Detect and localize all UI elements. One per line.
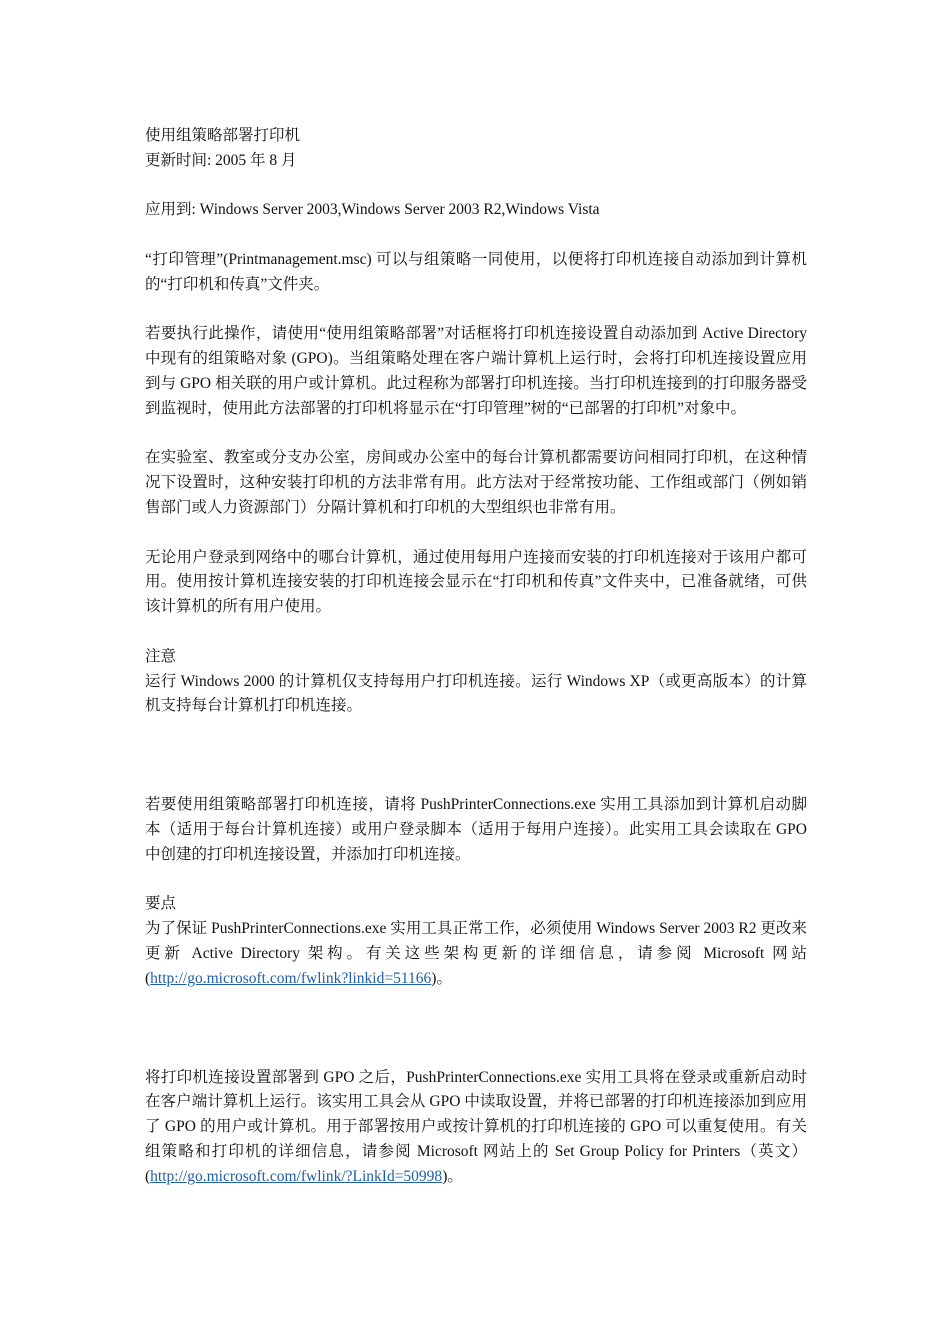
doc-title: 使用组策略部署打印机 — [145, 127, 301, 144]
doc-applies-to: 应用到: Windows Server 2003,Windows Server 2003 R2,Windows Vista — [145, 201, 600, 219]
paragraph-after-deploy-text: 将打印机连接设置部署到 GPO 之后，PushPrinterConnections.exe 实用工具将在登录或重新启动时在客户端计算机上运行。该实用工具会从 GPO 中读取设置，并将已部署的打印机连接添加到应用了 GPO 的用户或计算机。用于部署按用户或按计算机的打印机连接的 GPO 可以重复使用。有关组策略和打印机的详细信息，请参阅 Microsoft 网站上的 Set Group Policy for Printers（英文） ( — [145, 1068, 807, 1185]
doc-updated-date: 更新时间: 2005 年 8 月 — [145, 151, 297, 169]
paragraph-push-utility: 若要使用组策略部署打印机连接，请将 PushPrinterConnections.exe 实用工具添加到计算机启动脚本（适用于每台计算机连接）或用户登录脚本（适用于每用户连接）。此实用工具会读取在 GPO 中创建的打印机连接设置，并添加打印机连接。 — [145, 796, 807, 863]
paragraph-after-deploy-tail: )。 — [442, 1167, 463, 1185]
schema-update-link[interactable]: http://go.microsoft.com/fwlink?linkid=51166 — [150, 969, 432, 987]
important-body: 为了保证 PushPrinterConnections.exe 实用工具正常工作，必须使用 Windows Server 2003 R2 更改来更新 Active Directory 架构。有关这些架构更新的详细信息，请参阅 Microsoft 网站 (http://go.microsoft.com/fwlink?linkid=51166)。 — [145, 920, 807, 987]
set-group-policy-link[interactable]: http://go.microsoft.com/fwlink/?LinkId=50998 — [150, 1167, 443, 1185]
important-body-text: 为了保证 PushPrinterConnections.exe 实用工具正常工作，必须使用 Windows Server 2003 R2 更改来更新 Active Directory 架构。有关这些架构更新的详细信息，请参阅 Microsoft 网站 — [145, 920, 807, 962]
paragraph-after-deploy — [145, 1066, 807, 1190]
important-tail: )。 — [431, 969, 452, 987]
note-body: 运行 Windows 2000 的计算机仅支持每用户打印机连接。运行 Windows XP（或更高版本）的计算机支持每台计算机打印机连接。 — [145, 672, 807, 715]
important-heading: 要点 — [145, 895, 177, 913]
paragraph-deploy-dialog: 若要执行此操作，请使用“使用组策略部署”对话框将打印机连接设置自动添加到 Active Directory 中现有的组策略对象 (GPO)。当组策略处理在客户端计算机上运行时，会将打印机连接设置应用到与 GPO 相关联的用户或计算机。此过程称为部署打印机连接。当打印机连接到的打印服务器受到监视时，使用此方法部署的打印机将显示在“打印管理”树的“已部署的打印机”对象中。 — [145, 325, 807, 417]
paragraph-intro: “打印管理”(Printmanagement.msc) 可以与组策略一同使用，以便将打印机连接自动添加到计算机的“打印机和传真”文件夹。 — [145, 250, 807, 293]
document-body — [145, 124, 807, 1189]
paragraph-connection-types: 无论用户登录到网络中的哪台计算机，通过使用每用户连接而安装的打印机连接对于该用户都可用。使用按计算机连接安装的打印机连接会显示在“打印机和传真”文件夹中，已准备就绪，可供该计算机的所有用户使用。 — [145, 548, 807, 616]
note-heading: 注意 — [145, 647, 177, 665]
paragraph-use-cases: 在实验室、教室或分支办公室，房间或办公室中的每台计算机都需要访问相同打印机，在这种情况下设置时，这种安装打印机的方法非常有用。此方法对于经常按功能、工作组或部门（例如销售部门或人力资源部门）分隔计算机和打印机的大型组织也非常有用。 — [145, 449, 807, 516]
